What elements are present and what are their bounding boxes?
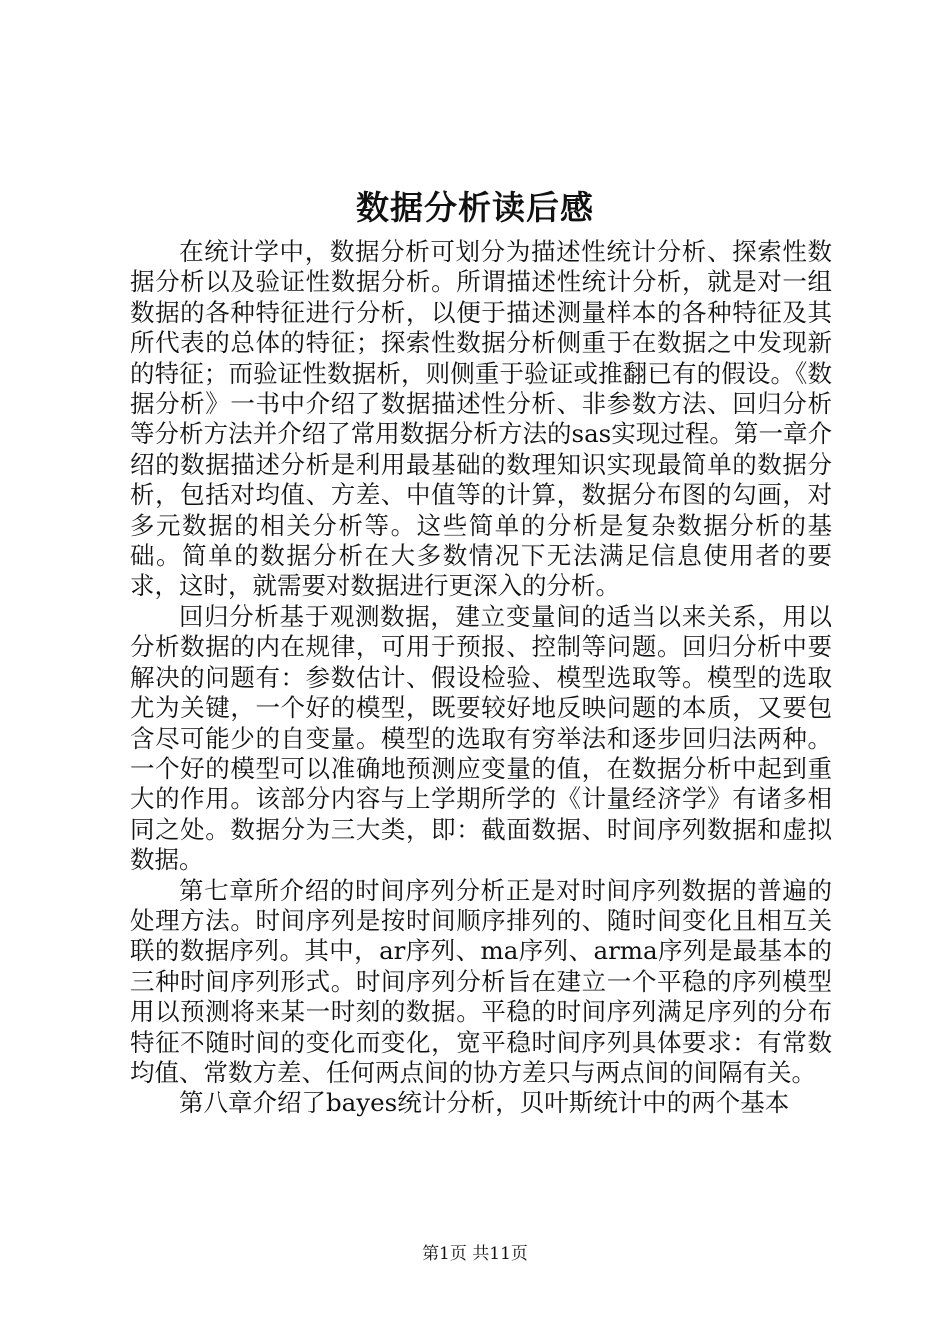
paragraph-3: 第七章所介绍的时间序列分析正是对时间序列数据的普遍的处理方法。时间序列是按时间顺序排列的、随时间变化且相互关联的数据序列。其中，ar序列、ma序列、arma序列是最基本的三种时间序列形式。时间序列分析旨在建立一个平稳的序列模型用以预测将来某一时刻的数据。平稳的时间序列满足序列的分布特征不随时间的变化而变化，宽平稳时间序列具体要求：有常数均值、常数方差、任何两点间的协方差只与两点间的间隔有关。 [130, 875, 832, 1087]
paragraph-1: 在统计学中，数据分析可划分为描述性统计分析、探索性数据分析以及验证性数据分析。所谓描述性统计分析，就是对一组数据的各种特征进行分析，以便于描述测量样本的各种特征及其所代表的总体的特征；探索性数据分析侧重于在数据之中发现新的特征；而验证性数据析，则侧重于验证或推翻已有的假设。《数据分析》一书中介绍了数据描述性分析、非参数方法、回归分析等分析方法并介绍了常用数据分析方法的sas实现过程。第一章介绍的数据描述分析是利用最基础的数理知识实现最简单的数据分析，包括对均值、方差、中值等的计算，数据分布图的勾画，对多元数据的相关分析等。这些简单的分析是复杂数据分析的基础。简单的数据分析在大多数情况下无法满足信息使用者的要求，这时，就需要对数据进行更深入的分析。 [130, 237, 832, 601]
page-number-footer: 第1页 共11页 [422, 1244, 528, 1264]
paragraph-2: 回归分析基于观测数据，建立变量间的适当以来关系，用以分析数据的内在规律，可用于预报、控制等问题。回归分析中要解决的问题有：参数估计、假设检验、模型选取等。模型的选取尤为关键，一个好的模型，既要较好地反映问题的本质，又要包含尽可能少的自变量。模型的选取有穷举法和逐步回归法两种。一个好的模型可以准确地预测应变量的值，在数据分析中起到重大的作用。该部分内容与上学期所学的《计量经济学》有诸多相同之处。数据分为三大类，即：截面数据、时间序列数据和虚拟数据。 [130, 601, 832, 875]
document-body [130, 237, 832, 1119]
page-title: 数据分析读后感 [356, 188, 594, 227]
paragraph-4: 第八章介绍了bayes统计分析，贝叶斯统计中的两个基本 [179, 1088, 790, 1118]
